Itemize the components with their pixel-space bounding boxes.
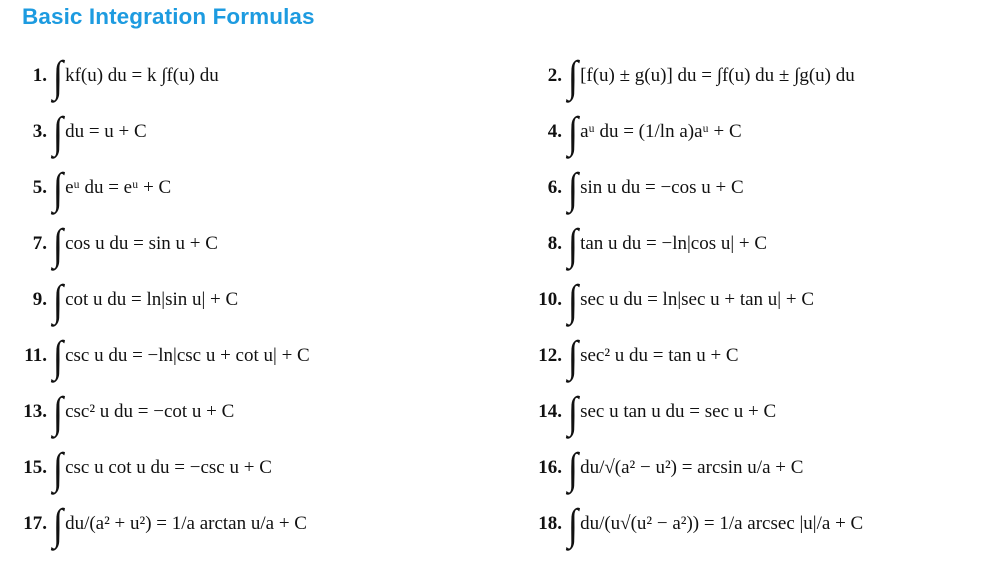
formula-expression [567, 332, 739, 381]
formula-number: 12. [538, 345, 562, 366]
formula-expression [52, 276, 239, 325]
formula-number: 11. [24, 345, 47, 366]
formula-text: csc² u du = −cot u + C [65, 401, 235, 422]
integral-sign-icon: ∫ [52, 444, 64, 493]
formula-number: 13. [23, 401, 47, 422]
formula-text: cos u du = sin u + C [65, 233, 218, 254]
formula-number: 2. [547, 65, 562, 86]
formula-number: 5. [32, 177, 47, 198]
formula-expression [567, 276, 814, 325]
formula-expression [52, 388, 235, 437]
formula-item [0, 328, 500, 384]
formula-row [0, 216, 999, 272]
formula-text: cot u du = ln|sin u| + C [65, 289, 239, 310]
integral-sign-icon: ∫ [52, 108, 64, 157]
formula-expression [567, 388, 777, 437]
formula-item [520, 496, 999, 552]
formula-item [0, 440, 500, 496]
formula-item [520, 48, 999, 104]
formula-row [0, 440, 999, 496]
formula-row [0, 384, 999, 440]
formula-row [0, 160, 999, 216]
formula-text: du = u + C [65, 121, 147, 142]
formula-expression [52, 500, 307, 549]
formula-number: 14. [538, 401, 562, 422]
integral-sign-icon: ∫ [52, 276, 64, 325]
formula-text: eᵘ du = eᵘ + C [65, 177, 172, 198]
integral-sign-icon: ∫ [52, 388, 64, 437]
formula-item [0, 48, 500, 104]
formula-text: du/(u√(u² − a²)) = 1/a arcsec |u|/a + C [580, 513, 864, 534]
integral-sign-icon: ∫ [52, 332, 64, 381]
integral-sign-icon: ∫ [567, 108, 579, 157]
formula-text: [f(u) ± g(u)] du = ∫f(u) du ± ∫g(u) du [580, 65, 855, 86]
integral-sign-icon: ∫ [567, 444, 579, 493]
formula-number: 7. [32, 233, 47, 254]
formula-item [0, 496, 500, 552]
formula-text: sec² u du = tan u + C [580, 345, 739, 366]
formula-number: 16. [538, 457, 562, 478]
formula-item [0, 104, 500, 160]
formula-expression [567, 52, 855, 101]
page-title: Basic Integration Formulas [22, 4, 315, 29]
formula-item [520, 160, 999, 216]
formula-row [0, 328, 999, 384]
formula-expression [567, 108, 742, 157]
formula-number: 9. [32, 289, 47, 310]
formula-number: 8. [547, 233, 562, 254]
formula-item [520, 328, 999, 384]
integral-sign-icon: ∫ [567, 220, 579, 269]
formula-expression [567, 444, 804, 493]
formula-expression [52, 52, 219, 101]
formula-item [520, 104, 999, 160]
formula-number: 18. [538, 513, 562, 534]
integral-sign-icon: ∫ [567, 332, 579, 381]
formula-text: kf(u) du = k ∫f(u) du [65, 65, 219, 86]
formula-text: tan u du = −ln|cos u| + C [580, 233, 768, 254]
formula-text: sin u du = −cos u + C [580, 177, 744, 198]
formula-item [520, 272, 999, 328]
integral-sign-icon: ∫ [567, 500, 579, 549]
formula-expression [567, 220, 768, 269]
formula-text: sec u du = ln|sec u + tan u| + C [580, 289, 814, 310]
formula-item [0, 384, 500, 440]
formula-row [0, 272, 999, 328]
formula-item [520, 384, 999, 440]
formula-expression [52, 108, 147, 157]
formula-number: 4. [547, 121, 562, 142]
formula-row [0, 496, 999, 552]
integral-sign-icon: ∫ [52, 164, 64, 213]
formula-item [520, 440, 999, 496]
formula-text: du/√(a² − u²) = arcsin u/a + C [580, 457, 804, 478]
formula-expression [52, 444, 272, 493]
formula-text: du/(a² + u²) = 1/a arctan u/a + C [65, 513, 307, 534]
formula-expression [567, 500, 864, 549]
integral-sign-icon: ∫ [567, 52, 579, 101]
integral-sign-icon: ∫ [52, 220, 64, 269]
formula-expression [52, 332, 310, 381]
formula-item [0, 272, 500, 328]
formula-text: csc u cot u du = −csc u + C [65, 457, 272, 478]
formula-expression [567, 164, 744, 213]
formula-text: csc u du = −ln|csc u + cot u| + C [65, 345, 310, 366]
integral-sign-icon: ∫ [567, 164, 579, 213]
formula-expression [52, 164, 172, 213]
integral-sign-icon: ∫ [52, 500, 64, 549]
formula-row [0, 104, 999, 160]
formula-number: 6. [547, 177, 562, 198]
integral-sign-icon: ∫ [567, 276, 579, 325]
integral-sign-icon: ∫ [52, 52, 64, 101]
formula-row [0, 48, 999, 104]
formula-number: 3. [32, 121, 47, 142]
formula-number: 17. [23, 513, 47, 534]
formula-number: 10. [538, 289, 562, 310]
formula-expression [52, 220, 218, 269]
formula-item [0, 216, 500, 272]
formula-number: 15. [23, 457, 47, 478]
formula-text: aᵘ du = (1/ln a)aᵘ + C [580, 121, 742, 142]
formula-number: 1. [32, 65, 47, 86]
integral-sign-icon: ∫ [567, 388, 579, 437]
formula-text: sec u tan u du = sec u + C [580, 401, 777, 422]
formula-item [0, 160, 500, 216]
formula-item [520, 216, 999, 272]
